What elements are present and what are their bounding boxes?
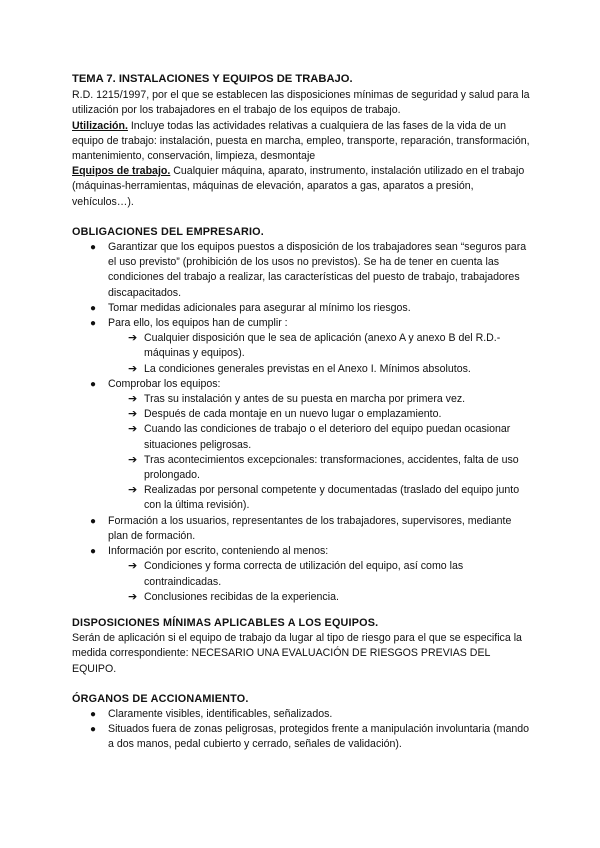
arrow-icon: ➔ — [128, 332, 138, 345]
sub-list-item — [108, 392, 530, 407]
arrow-icon: ➔ — [128, 393, 138, 406]
list-item — [72, 707, 530, 722]
sub-list-item — [108, 331, 530, 361]
arrow-icon: ➔ — [128, 484, 138, 497]
list-item — [72, 722, 530, 752]
equipos-text: Cualquier máquina, aparato, instrumento, instalación utilizado en el trabajo (máquinas-herramientas, máquinas de elevación, aparatos a gas, aparatos a presión, vehículos…). — [72, 165, 525, 208]
sub-list — [108, 331, 530, 377]
spacer — [72, 677, 530, 692]
list-item — [72, 514, 530, 544]
list-item — [72, 301, 530, 316]
sub-list-item — [108, 453, 530, 483]
arrow-icon: ➔ — [128, 590, 138, 603]
spacer — [72, 210, 530, 225]
obligaciones-heading: OBLIGACIONES DEL EMPRESARIO. — [72, 225, 264, 238]
bullet-icon: ● — [90, 378, 97, 390]
sub-list — [108, 392, 530, 514]
bullet-icon: ● — [90, 318, 97, 330]
arrow-icon: ➔ — [128, 453, 138, 466]
sub-list-item-text: Cuando las condiciones de trabajo o el deterioro del equipo puedan ocasionar situaciones peligrosas. — [144, 423, 511, 451]
arrow-icon: ➔ — [128, 408, 138, 421]
arrow-icon: ➔ — [128, 560, 138, 573]
list-item — [72, 544, 530, 605]
list-item-text: Situados fuera de zonas peligrosas, protegidos frente a manipulación involuntaria (mando a dos manos, pedal cubierto y cerrado, señales de validación). — [108, 723, 530, 751]
bullet-icon: ● — [90, 724, 97, 736]
sub-list-item — [108, 407, 530, 422]
sub-list-item-text: Conclusiones recibidas de la experiencia. — [144, 590, 339, 603]
spacer — [72, 605, 530, 616]
arrow-icon: ➔ — [128, 423, 138, 436]
organos-list — [72, 707, 530, 753]
list-item-text: Comprobar los equipos: — [108, 377, 221, 390]
utilizacion-paragraph — [72, 119, 530, 165]
sub-list-item-text: La condiciones generales previstas en el Anexo I. Mínimos absolutos. — [144, 362, 471, 375]
sub-list-item-text: Cualquier disposición que le sea de aplicación (anexo A y anexo B del R.D.- máquinas y equipos). — [144, 332, 501, 360]
sub-list-item-text: Condiciones y forma correcta de utilización del equipo, así como las contraindicadas. — [144, 560, 464, 588]
list-item — [72, 316, 530, 377]
intro-paragraph: R.D. 1215/1997, por el que se establecen las disposiciones mínimas de seguridad y salud para la utilización por los trabajadores en el trabajo de los equipos de trabajo. — [72, 89, 530, 117]
list-item-text: Información por escrito, conteniendo al menos: — [108, 545, 329, 558]
sub-list-item-text: Tras su instalación y antes de su puesta en marcha por primera vez. — [144, 393, 466, 406]
sub-list-item — [108, 422, 530, 452]
bullet-icon: ● — [90, 515, 97, 527]
list-item — [72, 240, 530, 301]
organos-heading: ÓRGANOS DE ACCIONAMIENTO. — [72, 692, 249, 705]
list-item-text: Para ello, los equipos han de cumplir : — [108, 317, 288, 330]
bullet-icon: ● — [90, 242, 97, 254]
list-item-text: Tomar medidas adicionales para asegurar al mínimo los riesgos. — [108, 301, 411, 314]
equipos-term: Equipos de trabajo. — [72, 165, 171, 178]
sub-list-item — [108, 362, 530, 377]
equipos-paragraph — [72, 164, 530, 210]
sub-list-item — [108, 559, 530, 589]
list-item-text: Garantizar que los equipos puestos a disposición de los trabajadores sean “seguros para el uso previsto” (prohibición de los usos no previstos). Se ha de tener en cuenta las condiciones del trabajo a realizar, las características del puesto de trabajo, trabajadores discapacitados. — [108, 241, 527, 299]
disposiciones-heading: DISPOSICIONES MÍNIMAS APLICABLES A LOS EQUIPOS. — [72, 616, 379, 629]
document-title: TEMA 7. INSTALACIONES Y EQUIPOS DE TRABAJO. — [72, 73, 353, 85]
sub-list — [108, 559, 530, 605]
obligaciones-list — [72, 240, 530, 605]
list-item-text: Claramente visibles, identificables, señalizados. — [108, 707, 333, 720]
sub-list-item-text: Tras acontecimientos excepcionales: transformaciones, accidentes, falta de uso prolongado. — [144, 453, 519, 482]
sub-list-item-text: Realizadas por personal competente y documentadas (traslado del equipo junto con la última revisión). — [144, 484, 520, 512]
bullet-icon: ● — [90, 708, 97, 720]
bullet-icon: ● — [90, 302, 97, 314]
utilizacion-text: Incluye todas las actividades relativas a cualquiera de las fases de la vida de un equipo de trabajo: instalación, puesta en marcha, empleo, transporte, reparación, transformación, mantenimiento, conservación, limpieza, desmontaje — [72, 119, 530, 163]
list-item — [72, 377, 530, 514]
disposiciones-paragraph: Serán de aplicación si el equipo de trabajo da lugar al tipo de riesgo para el que se especifica la medida correspondiente: NECESARIO UNA EVALUACIÓN DE RIESGOS PREVIAS DEL EQUIPO. — [72, 632, 522, 675]
bullet-icon: ● — [90, 546, 97, 558]
utilizacion-term: Utilización. — [72, 119, 128, 132]
arrow-icon: ➔ — [128, 362, 138, 375]
sub-list-item — [108, 590, 530, 605]
sub-list-item — [108, 483, 530, 513]
sub-list-item-text: Después de cada montaje en un nuevo lugar o emplazamiento. — [144, 408, 442, 421]
list-item-text: Formación a los usuarios, representantes de los trabajadores, supervisores, mediante plan de formación. — [108, 514, 512, 542]
